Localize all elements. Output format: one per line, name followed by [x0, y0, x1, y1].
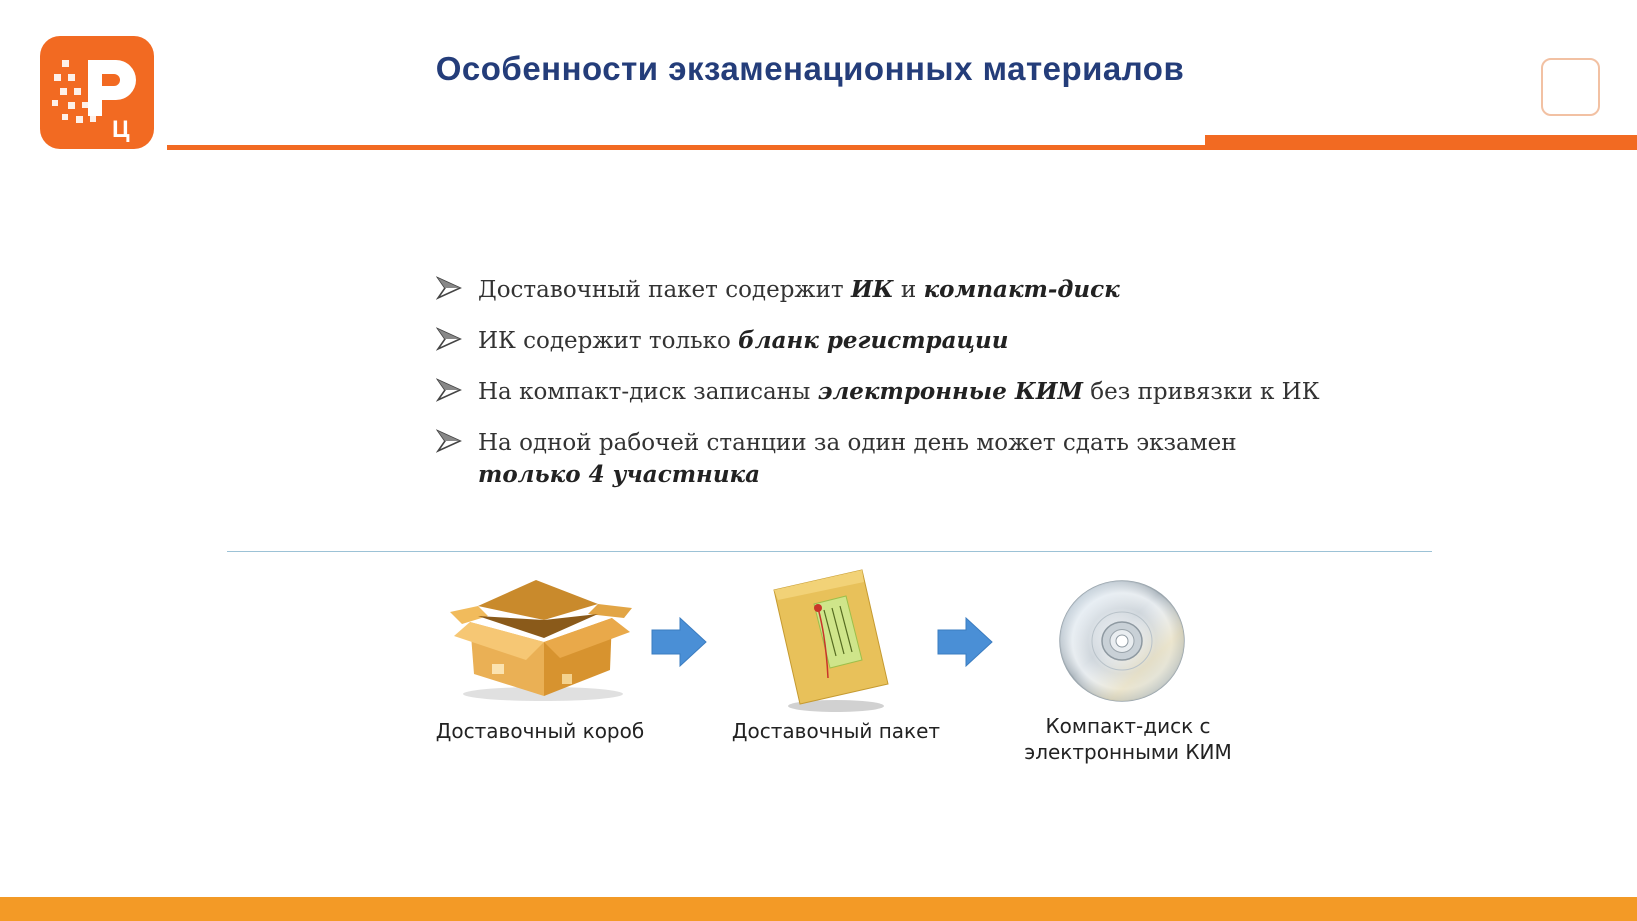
footer-bar	[0, 897, 1637, 921]
bullet-list	[436, 274, 1336, 510]
disc-caption-line2: электронными КИМ	[1024, 740, 1232, 764]
right-arrow-icon	[650, 616, 708, 668]
packet-caption: Доставочный пакет	[731, 719, 941, 743]
disc-caption-line1: Компакт-диск с	[1045, 714, 1211, 738]
compact-disc-icon	[1058, 579, 1188, 703]
corner-frame	[1541, 58, 1600, 116]
header-accent-bar	[0, 128, 1637, 152]
arrow-bullet-icon	[436, 429, 462, 453]
box-caption: Доставочный короб	[435, 719, 645, 743]
envelope-packet-icon	[770, 568, 892, 714]
arrow-bullet-icon	[436, 378, 462, 402]
bullet-item	[436, 427, 1336, 491]
bullet-item	[436, 274, 1336, 306]
arrow-bullet-icon	[436, 276, 462, 300]
cardboard-box-icon	[448, 578, 634, 702]
arrow-bullet-icon	[436, 327, 462, 351]
right-arrow-icon	[936, 616, 994, 668]
bullet-item	[436, 376, 1336, 408]
disc-caption	[1008, 713, 1248, 765]
bullet-text: На одной рабочей станции за один день может сдать экзамен только 4 участника	[478, 430, 1237, 488]
bullet-text: Доставочный пакет содержит ИК и компакт-диск	[478, 276, 1120, 303]
divider-line	[227, 551, 1432, 552]
logo-letter: Ц	[112, 116, 130, 143]
bullet-text: На компакт-диск записаны электронные КИМ без привязки к ИК	[478, 378, 1320, 405]
bullet-item	[436, 325, 1336, 357]
bullet-text: ИК содержит только бланк регистрации	[478, 327, 1009, 354]
page-title: Особенности экзаменационных материалов	[435, 50, 1185, 87]
